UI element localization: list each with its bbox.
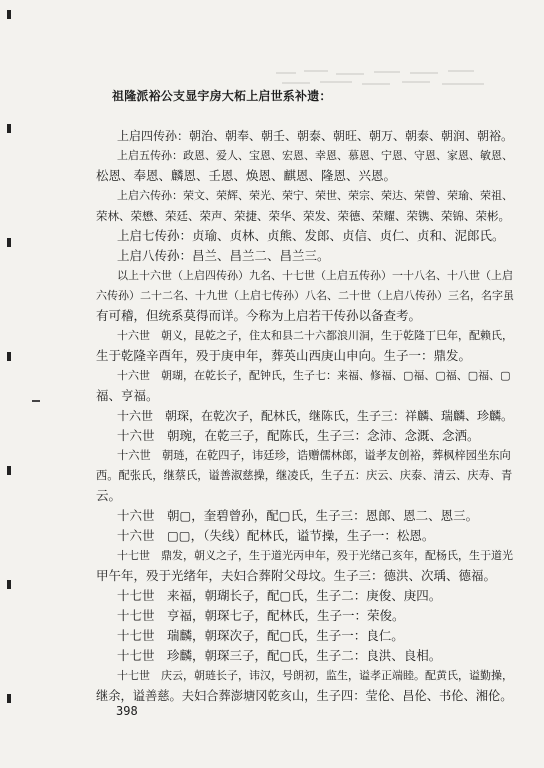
text-line: 以上十六世（上启四传孙）九名、十七世（上启五传孙）一十八名、十八世（上启: [117, 269, 513, 282]
text-line: 继余，谥善慈。夫妇合葬澎塘冈乾亥山，生子四：莹伦、昌伦、书伦、湘伦。: [96, 689, 513, 703]
binding-mark: [7, 694, 11, 703]
binding-mark: [7, 466, 11, 475]
margin-mark: [32, 400, 40, 402]
binding-mark: [7, 580, 11, 589]
text-line: 上启八传孙：昌兰、昌兰二、昌兰三。: [117, 248, 330, 263]
page-number: 398: [116, 704, 138, 718]
text-line: 十六世 朝琏，在乾四子，讳廷珍，诰赠儒林郎，谥孝友创裕，葬枫梓园坐东向: [117, 449, 511, 462]
text-line: 十七世 来福，朝瑚长子，配▢氏，生子二：庚俊、庚四。: [117, 588, 442, 603]
text-line: 上启七传孙：贞瑜、贞林、贞熊、发郎、贞信、贞仁、贞和、泥郎氏。: [117, 228, 505, 243]
text-line: 十七世 亨福，朝琛七子，配林氏，生子一：荣俊。: [117, 608, 405, 623]
binding-mark: [7, 124, 11, 133]
text-line: 荣林、荣懋、荣廷、荣声、荣捷、荣华、荣发、荣德、荣耀、荣镌、荣锦、荣彬。: [96, 209, 510, 223]
text-line: 十七世 庆云，朝琏长子，讳汉，号朗初，监生，谥孝正端睦。配黄氏，谥勤操，: [117, 669, 513, 682]
text-line: 十六世 朝义，昆乾之子，住太和县二十六都浪川洞，生于乾隆丁巳年，配赖氏，: [117, 329, 513, 342]
text-line: 云。: [96, 488, 122, 503]
binding-mark: [7, 10, 11, 19]
text-line: 十六世 朝琛，在乾次子，配林氏，继陈氏，生子三：祥麟、瑞麟、珍麟。: [117, 409, 514, 423]
text-line: 十七世 鼎发，朝义之子，生于道光丙申年，殁于光绪己亥年，配杨氏，生于道光: [117, 549, 513, 562]
text-line: 十七世 瑞麟，朝琛次子，配▢氏，生子一：良仁。: [117, 628, 404, 643]
text-line: 上启六传孙：荣文、荣辉、荣光、荣宁、荣世、荣宗、荣达、荣曾、荣瑜、荣祖、: [117, 189, 513, 202]
text-line: 十七世 珍麟，朝琛三子，配▢氏，生子二：良洪、良相。: [117, 648, 442, 663]
text-line: 上启四传孙：朝治、朝奉、朝壬、朝泰、朝旺、朝万、朝泰、朝润、朝裕。: [117, 129, 514, 143]
text-line: 十六世 朝琬，在乾三子，配陈氏，生子三：念沛、念溉、念洒。: [117, 428, 480, 443]
text-line: 西。配张氏，继蔡氏，谥善淑慈操，继凌氏，生子五：庆云、庆泰、清云、庆寿、青: [96, 469, 513, 482]
text-line: 六传孙）二十二名、十九世（上启七传孙）八名、二十世（上启八传孙）三名，名字虽: [96, 289, 514, 302]
text-line: 十六世 ▢▢，（失线）配林氏，谥节操，生子一：松恩。: [117, 528, 435, 543]
text-line: 甲午年，殁于光绪年，夫妇合葬附父母坟。生子三：德洪、次瑀、德福。: [96, 568, 497, 583]
binding-mark: [7, 238, 11, 247]
text-line: 上启五传孙：政恩、爱人、宝恩、宏恩、幸恩、慕恩、宁恩、守恩、家恩、敏恩、: [117, 149, 513, 162]
text-line: 松恩、奉恩、麟恩、壬恩、焕恩、麒恩、隆恩、兴恩。: [96, 168, 397, 183]
text-line: 福、亨福。: [96, 388, 159, 403]
text-line: 十六世 朝瑚，在乾长子，配钟氏，生子七：来福、修福、▢福、▢福、▢福、▢: [117, 369, 511, 382]
binding-edge: [0, 0, 18, 768]
text-line: 有可稽，但统系莫得而详。今称为上启若干传孙以备查考。: [96, 308, 422, 323]
text-line: 生于乾隆辛酉年，殁于庚申年，葬英山西庚山申向。生子一：鼎发。: [96, 348, 472, 363]
binding-mark: [7, 352, 11, 361]
section-heading: 祖隆派裕公支显宇房大柘上启世系补遗：: [112, 89, 332, 103]
text-line: 十六世 朝▢，奎碧曾孙，配▢氏，生子三：恩郎、恩二、恩三。: [117, 508, 479, 523]
